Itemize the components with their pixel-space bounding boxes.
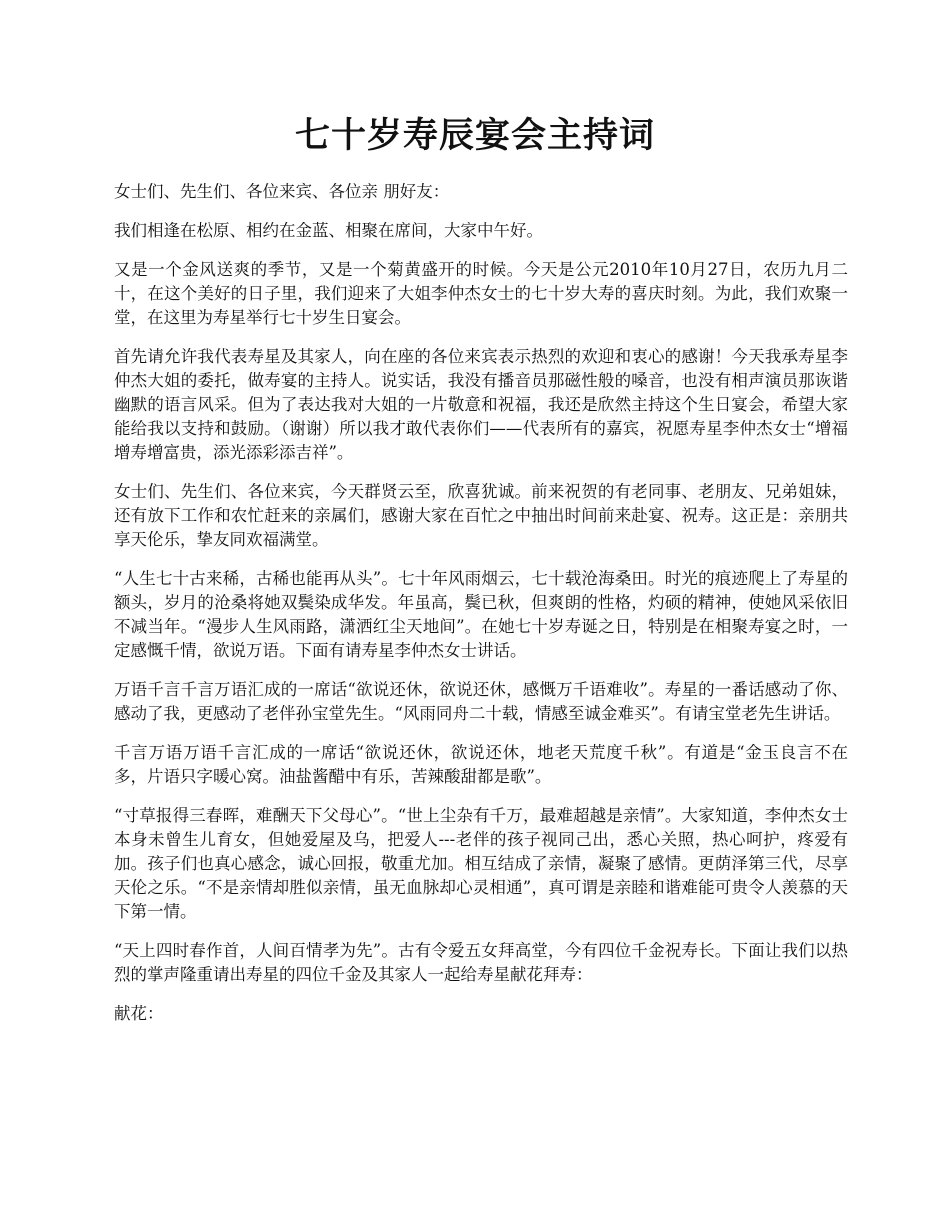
- paragraph-host-intro: 首先请允许我代表寿星及其家人，向在座的各位来宾表示热烈的欢迎和衷心的感谢！今天我承寿星李仲杰大姐的委托，做寿宴的主持人。说实话，我没有播音员那磁性般的嗓音，也没有相声演员那诙谐幽默的语言风采。但为了表达我对大姐的一片敬意和祝福，我还是欣然主持这个生日宴会，希望大家能给我以支持和鼓励。（谢谢）所以我才敢代表你们——代表所有的嘉宾，祝愿寿星李仲杰女士“增福增寿增富贵，添光添彩添吉祥”。: [114, 347, 848, 462]
- paragraph-family-love: “寸草报得三春晖，难酬天下父母心”。“世上尘杂有千万，最难超越是亲情”。大家知道，李仲杰女士本身未曾生儿育女，但她爱屋及乌，把爱人---老伴的孩子视同己出，悉心关照，热心呵护，疼爱有加。孩子们也真心感念，诚心回报，敬重尤加。相互结成了亲情，凝聚了感情。更荫泽第三代，尽享天伦之乐。“不是亲情却胜似亲情，虽无血脉却心灵相通”，真可谓是亲睦和谐难能可贵令人羡慕的天下第一情。: [114, 806, 848, 921]
- paragraph-proverb: 千言万语万语千言汇成的一席话“欲说还休，欲说还休，地老天荒度千秋”。有道是“金玉良言不在多，片语只字暖心窝。油盐酱醋中有乐，苦辣酸甜都是歌”。: [114, 743, 848, 786]
- paragraph-husband-speech: 万语千言千言万语汇成的一席话“欲说还休，欲说还休，感慨万千语难收”。寿星的一番话感动了你、感动了我，更感动了老伴孙宝堂先生。“风雨同舟二十载，情感至诚金难买”。有请宝堂老先生讲话。: [114, 680, 848, 723]
- paragraph-greeting: 女士们、先生们、各位来宾、各位亲 朋好友：: [114, 182, 450, 201]
- paragraph-occasion: 又是一个金风送爽的季节，又是一个菊黄盛开的时候。今天是公元2010年10月27日，农历九月二十，在这个美好的日子里，我们迎来了大姐李仲杰女士的七十岁大寿的喜庆时刻。为此，我们欢聚一堂，在这里为寿星举行七十岁生日宴会。: [114, 260, 848, 327]
- document-body: [114, 180, 848, 1041]
- paragraph-welcome: 我们相逢在松原、相约在金蓝、相聚在席间，大家中午好。: [114, 221, 543, 240]
- paragraph-flowers: 献花：: [114, 1004, 164, 1023]
- paragraph-daughters: “天上四时春作首，人间百情孝为先”。古有令爱五女拜高堂，今有四位千金祝寿长。下面让我们以热烈的掌声隆重请出寿星的四位千金及其家人一起给寿星献花拜寿：: [114, 941, 848, 984]
- paragraph-birthday-tribute: “人生七十古来稀，古稀也能再从头”。七十年风雨烟云，七十载沧海桑田。时光的痕迹爬上了寿星的额头，岁月的沧桑将她双鬓染成华发。年虽高，鬓已秋，但爽朗的性格，灼硕的精神，使她风采依旧不减当年。“漫步人生风雨路，潇洒红尘天地间”。在她七十岁寿诞之日，特别是在相聚寿宴之时，一定感慨千情，欲说万语。下面有请寿星李仲杰女士讲话。: [114, 569, 848, 660]
- paragraph-guests-thanks: 女士们、先生们、各位来宾，今天群贤云至，欣喜犹诚。前来祝贺的有老同事、老朋友、兄弟姐妹，还有放下工作和农忙赶来的亲属们，感谢大家在百忙之中抽出时间前来赴宴、祝寿。这正是：亲朋共享天伦乐，挚友同欢福满堂。: [114, 482, 848, 549]
- page-title: 七十岁寿辰宴会主持词: [294, 115, 655, 156]
